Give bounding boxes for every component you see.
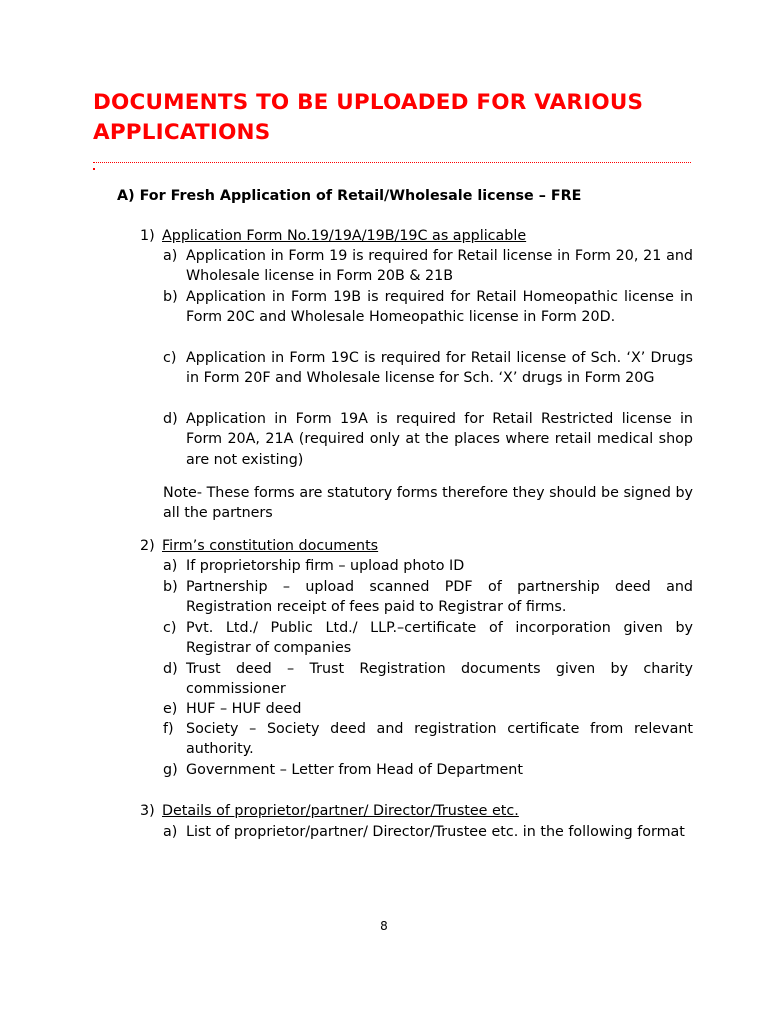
sub-item-text: Application in Form 19A is required for Retail Restricted license in Form 20A, 21A (required only at the places where retail medical shop are not existing) — [186, 411, 693, 468]
item-number: 1) — [140, 228, 155, 244]
page-number: 8 — [380, 919, 388, 933]
sub-item-text: Government – Letter from Head of Department — [186, 762, 523, 778]
sub-item-2e — [163, 699, 693, 719]
note-text: Note- These forms are statutory forms therefore they should be signed by all the partners — [163, 485, 693, 522]
sub-item-2f — [163, 719, 693, 760]
sub-item-2b — [163, 577, 693, 618]
sub-item-letter: c) — [163, 350, 177, 366]
section-heading: A) For Fresh Application of Retail/Wholesale license – FRE — [117, 188, 582, 204]
sub-item-text: Application in Form 19 is required for Retail license in Form 20, 21 and Wholesale license in Form 20B & 21B — [186, 248, 693, 285]
item-heading: Details of proprietor/partner/ Director/Trustee etc. — [162, 803, 519, 819]
list-item-1 — [140, 226, 526, 246]
sub-item-2c — [163, 618, 693, 659]
item-heading: Firm’s constitution documents — [162, 538, 379, 554]
sub-item-letter: a) — [163, 248, 178, 264]
sub-item-letter: b) — [163, 289, 178, 305]
sub-item-letter: e) — [163, 701, 178, 717]
sub-item-letter: g) — [163, 762, 178, 778]
sub-item-1c — [163, 348, 693, 389]
sub-item-3a — [163, 822, 693, 842]
sub-item-text: Application in Form 19C is required for Retail license of Sch. ‘X’ Drugs in Form 20F and Wholesale license for Sch. ‘X’ drugs in Form 20G — [186, 350, 693, 387]
sub-item-2d — [163, 659, 693, 700]
sub-item-text: HUF – HUF deed — [186, 701, 302, 717]
sub-item-1a — [163, 246, 693, 287]
sub-item-text: If proprietorship firm – upload photo ID — [186, 558, 465, 574]
sub-item-text: Society – Society deed and registration certificate from relevant authority. — [186, 721, 693, 758]
sub-item-text: Partnership – upload scanned PDF of partnership deed and Registration receipt of fees paid to Registrar of firms. — [186, 579, 693, 616]
sub-item-2g — [163, 760, 693, 780]
divider-marker — [93, 168, 95, 170]
sub-item-text: Trust deed – Trust Registration documents given by charity commissioner — [186, 661, 693, 698]
sub-item-text: List of proprietor/partner/ Director/Trustee etc. in the following format — [186, 824, 685, 840]
item-number: 3) — [140, 803, 155, 819]
sub-item-letter: c) — [163, 620, 177, 636]
sub-item-letter: f) — [163, 721, 174, 737]
sub-item-letter: a) — [163, 558, 178, 574]
item-heading: Application Form No.19/19A/19B/19C as applicable — [162, 228, 527, 244]
sub-item-1d — [163, 409, 693, 470]
list-item-3 — [140, 801, 519, 821]
page-title: DOCUMENTS TO BE UPLOADED FOR VARIOUS APPLICATIONS — [93, 90, 644, 145]
sub-item-letter: b) — [163, 579, 178, 595]
list-item-2 — [140, 536, 378, 556]
title-divider — [93, 162, 691, 163]
sub-item-text: Application in Form 19B is required for Retail Homeopathic license in Form 20C and Wholesale Homeopathic license in Form 20D. — [186, 289, 693, 326]
sub-item-letter: a) — [163, 824, 178, 840]
sub-item-text: Pvt. Ltd./ Public Ltd./ LLP.–certificate of incorporation given by Registrar of companies — [186, 620, 693, 657]
item-number: 2) — [140, 538, 155, 554]
sub-item-2a — [163, 556, 693, 576]
sub-item-1b — [163, 287, 693, 328]
sub-item-letter: d) — [163, 411, 178, 427]
sub-item-letter: d) — [163, 661, 178, 677]
